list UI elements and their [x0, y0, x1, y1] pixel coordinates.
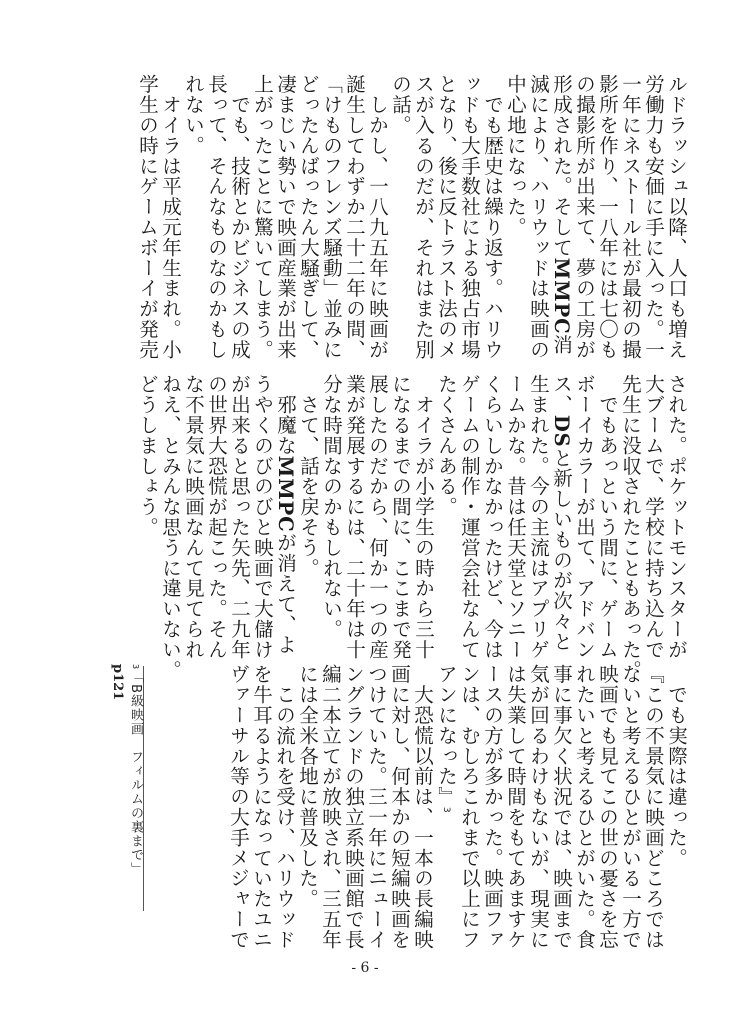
text-column: には全米各地に普及した。: [296, 664, 319, 909]
text-tier-bottom: [98, 664, 688, 950]
text-column: ンは、むしろこれまで以上にフ: [458, 664, 481, 950]
text-column: 長って、そんなものなのかもし: [205, 74, 228, 360]
text-column: どったんばったん大騒ぎして、: [297, 74, 320, 360]
text-column: 学生の時にゲームボーイが発売: [136, 74, 159, 360]
footnote-marker: 3: [131, 664, 140, 671]
text-column: くらいしかなかったけど、今は: [481, 374, 504, 660]
text-column: 中心地になった。: [504, 74, 527, 238]
text-column: さて、話を戻そう。: [297, 374, 320, 578]
text-column: ッドも大手数社による独占市場: [458, 74, 481, 360]
text-column: ないと考えるひとがいる一方で: [619, 664, 642, 950]
footnote-text: 「B級映画 フィルムの裏まで」: [128, 670, 143, 877]
text-column: 大恐慌以前は、一本の長編映: [411, 664, 434, 950]
text-column: 「けものフレンズ騒動」並みに: [320, 74, 343, 360]
text-column: 編二本立てが放映され、三五年: [319, 664, 342, 950]
text-column: ースの方が多かった。映画ファ: [481, 664, 504, 950]
text-tier-middle: [98, 374, 688, 680]
text-column: 先生に没収されたこともあった。: [619, 374, 642, 680]
text-column: でも、技術とかビジネスの成: [228, 74, 251, 360]
text-column: の話。: [389, 74, 412, 136]
text-column: れない。: [182, 74, 205, 156]
text-column: ス、DSと新しいものが次々と: [550, 374, 573, 652]
text-column: 『この不景気に映画どころでは: [642, 664, 665, 950]
text-column: ルドラッシュ以降、人口も増え: [665, 74, 688, 360]
text-column: つけていた。三一年にニューイ: [365, 664, 388, 950]
footnote: [104, 664, 144, 924]
text-column: 業が発展するには、二十年は十: [343, 374, 366, 660]
text-column: 分な時間なのかもしれない。: [320, 374, 343, 640]
text-column: 大ブームで、学校に持ち込んで: [642, 374, 665, 660]
text-column: たくさんある。: [435, 374, 458, 517]
text-column: ゲームの制作・運営会社なんて: [458, 374, 481, 660]
text-column: 気が回るわけもないが、現実に: [527, 664, 550, 950]
text-column: な不景気に映画なんて見てられ: [182, 374, 205, 660]
text-column: を牛耳るようになっていたユニ: [250, 664, 273, 950]
text-column: となり、後に反トラスト法のメ: [435, 74, 458, 360]
text-column: 上がったことに驚いてしまう。: [251, 74, 274, 360]
text-column: アンになった』3: [435, 664, 458, 814]
text-column: は失業して時間をもてあますケ: [504, 664, 527, 950]
text-column: ームかな。昔は任天堂とソニー: [504, 374, 527, 660]
text-column: になるまでの間に、ここまで発: [389, 374, 412, 660]
text-column: しかし、一八九五年に映画が: [366, 74, 389, 360]
text-column: 滅により、ハリウッドは映画の: [527, 74, 550, 360]
text-column: された。ポケットモンスターが: [665, 374, 688, 660]
page-number: - 6 -: [351, 960, 379, 976]
text-column: 生まれた。今の主流はアプリゲ: [527, 374, 550, 660]
text-column: ングランドの独立系映画館で長: [342, 664, 365, 950]
text-column: この流れを受け、ハリウッド: [273, 664, 296, 950]
text-column: でも歴史は繰り返す。ハリウ: [481, 74, 504, 360]
text-column: ボーイカラーが出て、アドバン: [573, 374, 596, 660]
text-column: でもあっという間に、ゲーム: [596, 374, 619, 660]
text-column: れたいと考えるひとがいた。食: [573, 664, 596, 950]
text-column: 労働力も安価に手に入った。一: [642, 74, 665, 360]
text-column: 事に事欠く状況では、映画まで: [550, 664, 573, 950]
text-column: 誕生してわずか二十二年の間、: [343, 74, 366, 360]
text-column: 形成された。そしてMMPC消: [550, 74, 573, 355]
text-column: オイラは平成元年生まれ。小: [159, 74, 182, 360]
text-column: が出来ると思った矢先、二九年: [228, 374, 251, 660]
text-column: スが入るのだが、それはまた別: [412, 74, 435, 360]
text-tier-top: [98, 74, 688, 360]
footnote-page: p121: [110, 664, 125, 701]
text-column: 影所を作り、一八年には七〇も: [596, 74, 619, 360]
text-column: 展したのだから、何か一つの産: [366, 374, 389, 660]
text-column: ヴァーサル等の大手メジャーで: [227, 664, 250, 950]
text-column: ねえ、とみんな思うに違いない。: [159, 374, 182, 680]
text-column: 画に対し、何本かの短編映画を: [388, 664, 411, 950]
text-column: オイラが小学生の時から三十: [412, 374, 435, 660]
text-column: の撮影所が出来て、夢の工房が: [573, 74, 596, 360]
text-column: うやくのびのびと映画で大儲け: [251, 374, 274, 660]
text-column: の世界大恐慌が起こった。そん: [205, 374, 228, 660]
text-column: 映画でも見てこの世の憂さを忘: [596, 664, 619, 950]
text-column: 邪魔なMMPCが消えて、よ: [274, 374, 297, 655]
text-column: 凄まじい勢いで映画産業が出来: [274, 74, 297, 360]
text-column: でも実際は違った。: [665, 664, 688, 868]
text-column: どうしましょう。: [136, 374, 159, 538]
text-column: 一年にネストール社が最初の撮: [619, 74, 642, 360]
